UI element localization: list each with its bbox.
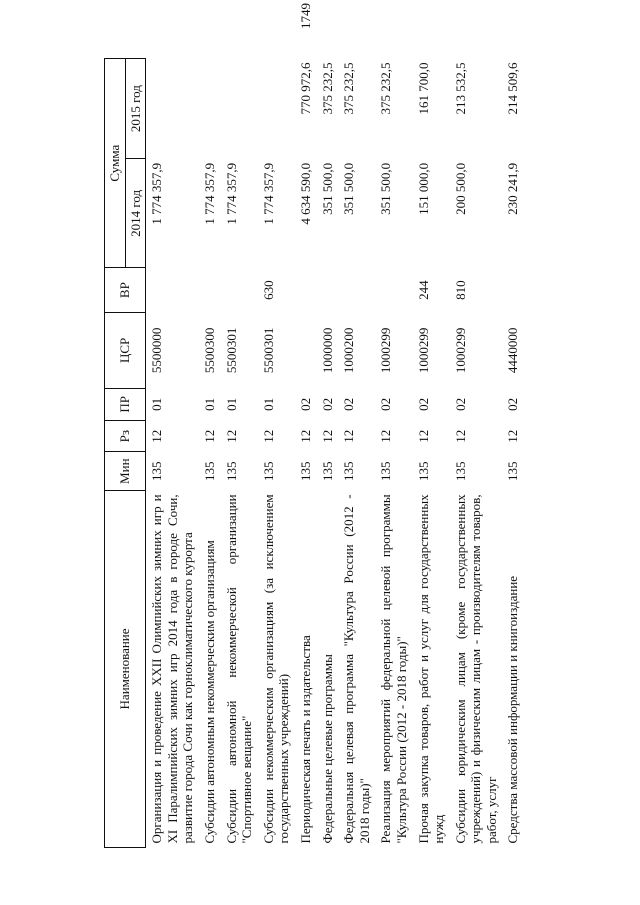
header-name: Наименование: [105, 490, 146, 847]
table-row: [375, 59, 412, 848]
table-row: [146, 59, 199, 848]
cell-name: Реализация мероприятий федеральной целевой программы "Культура России (2012 - 2018 годы)": [378, 494, 409, 844]
cell-y2014: 1 774 357,9: [201, 162, 217, 225]
cell-rz: 12: [149, 429, 165, 443]
cell-name: Прочая закупка товаров, работ и услуг для государственных нужд: [415, 494, 447, 844]
cell-rz: 12: [415, 429, 431, 443]
cell-min: 135: [505, 461, 521, 481]
cell-vr: [338, 268, 375, 313]
cell-pr: 02: [452, 397, 468, 411]
cell-y2014: 151 000,0: [415, 162, 431, 215]
cell-y2014: 351 500,0: [341, 162, 357, 215]
page-number: 1749: [298, 3, 313, 29]
cell-y2014: 230 241,9: [505, 162, 521, 215]
header-2015: 2015 год: [125, 59, 146, 159]
cell-csr: 5500300: [201, 327, 217, 374]
header-rz: Рз: [105, 420, 146, 452]
table-row: [199, 59, 221, 848]
cell-vr: 810: [452, 280, 468, 300]
cell-name: Субсидии автономным некоммерческим организациям: [201, 540, 217, 844]
cell-rz: 12: [452, 429, 468, 443]
cell-vr: 630: [260, 280, 276, 300]
table-row: [258, 59, 295, 848]
cell-min: 135: [223, 461, 239, 481]
cell-name: Субсидии юридическим лицам (кроме государственных учреждений) и физическим лицам - производителям товаров, работ, услуг: [452, 494, 499, 844]
cell-min: 135: [260, 461, 276, 481]
cell-min: 135: [415, 461, 431, 481]
cell-vr: [146, 268, 199, 313]
cell-csr: 5500301: [223, 327, 239, 374]
cell-name: Федеральные целевые программы: [319, 654, 335, 844]
cell-vr: [375, 268, 412, 313]
cell-vr: 244: [415, 280, 431, 300]
cell-vr: [317, 268, 339, 313]
cell-min: 135: [378, 461, 394, 481]
cell-y2015: [146, 59, 199, 159]
cell-csr: 1000200: [341, 327, 357, 374]
cell-csr: [295, 312, 317, 388]
cell-vr: [295, 268, 317, 313]
header-csr: ЦСР: [105, 312, 146, 388]
cell-min: 135: [319, 461, 335, 481]
cell-pr: 02: [319, 397, 335, 411]
cell-y2014: 4 634 590,0: [297, 162, 313, 225]
cell-y2015: 161 700,0: [415, 62, 431, 115]
cell-pr: 01: [201, 397, 217, 411]
header-sum: Сумма: [105, 59, 126, 268]
cell-csr: 1000299: [378, 327, 394, 374]
cell-name: Периодическая печать и издательства: [297, 635, 313, 844]
cell-pr: 01: [260, 397, 276, 411]
table-row: [221, 59, 258, 848]
table-row: [338, 59, 375, 848]
cell-name: Федеральная целевая программа "Культура России (2012 - 2018 годы)": [341, 494, 372, 844]
cell-min: 135: [452, 461, 468, 481]
cell-y2014: 200 500,0: [452, 162, 468, 215]
cell-name: Субсидии автономной некоммерческой организации "Спортивное вещание": [223, 494, 255, 844]
cell-y2015: 213 532,5: [452, 62, 468, 115]
cell-vr: [199, 268, 221, 313]
cell-rz: 12: [297, 429, 313, 443]
cell-csr: 4440000: [505, 327, 521, 374]
cell-y2014: 351 500,0: [319, 162, 335, 215]
cell-pr: 02: [505, 397, 521, 411]
header-pr: ПР: [105, 388, 146, 420]
cell-rz: 12: [260, 429, 276, 443]
header-vr: ВР: [105, 268, 146, 313]
budget-table-sheet: [104, 58, 604, 848]
cell-pr: 02: [378, 397, 394, 411]
table-row: [450, 59, 503, 848]
cell-y2014: 1 774 357,9: [149, 162, 165, 225]
table-row: [317, 59, 339, 848]
budget-table: [104, 58, 524, 848]
header-2014: 2014 год: [125, 159, 146, 268]
cell-pr: 01: [223, 397, 239, 411]
cell-csr: 1000299: [452, 327, 468, 374]
cell-y2015: 214 509,6: [505, 62, 521, 115]
cell-rz: 12: [378, 429, 394, 443]
cell-rz: 12: [319, 429, 335, 443]
cell-csr: 1000299: [415, 327, 431, 374]
cell-min: 135: [297, 461, 313, 481]
cell-vr: [221, 268, 258, 313]
table-row: [413, 59, 450, 848]
cell-min: 135: [201, 461, 217, 481]
cell-y2015: 375 232,5: [319, 62, 335, 115]
cell-name: Организация и проведение XXII Олимпийских зимних игр и XI Паралимпийских зимних игр 2014 года в городе Сочи, развитие города Сочи как горноклиматического курорта: [149, 494, 196, 844]
cell-y2015: 375 232,5: [378, 62, 394, 115]
cell-name: Субсидии некоммерческим организациям (за исключением государственных учреждений): [260, 494, 292, 844]
cell-min: 135: [341, 461, 357, 481]
cell-rz: 12: [341, 429, 357, 443]
table-row: [502, 59, 524, 848]
cell-vr: [502, 268, 524, 313]
cell-rz: 12: [201, 429, 217, 443]
cell-y2015: [221, 59, 258, 159]
header-min: Мин: [105, 452, 146, 490]
cell-pr: 02: [341, 397, 357, 411]
cell-rz: 12: [223, 429, 239, 443]
cell-csr: 5500301: [260, 327, 276, 374]
cell-rz: 12: [505, 429, 521, 443]
cell-pr: 02: [297, 397, 313, 411]
cell-min: 135: [149, 461, 165, 481]
cell-csr: 1000000: [319, 327, 335, 374]
cell-y2015: 770 972,6: [297, 62, 313, 115]
cell-y2015: [258, 59, 295, 159]
cell-y2015: [199, 59, 221, 159]
cell-pr: 01: [149, 397, 165, 411]
table-row: [295, 59, 317, 848]
cell-y2014: 351 500,0: [378, 162, 394, 215]
cell-name: Средства массовой информации и книгоиздание: [505, 575, 521, 844]
cell-y2014: 1 774 357,9: [223, 162, 239, 225]
cell-pr: 02: [415, 397, 431, 411]
cell-csr: 5500000: [149, 327, 165, 374]
cell-y2015: 375 232,5: [341, 62, 357, 115]
cell-y2014: 1 774 357,9: [260, 162, 276, 225]
